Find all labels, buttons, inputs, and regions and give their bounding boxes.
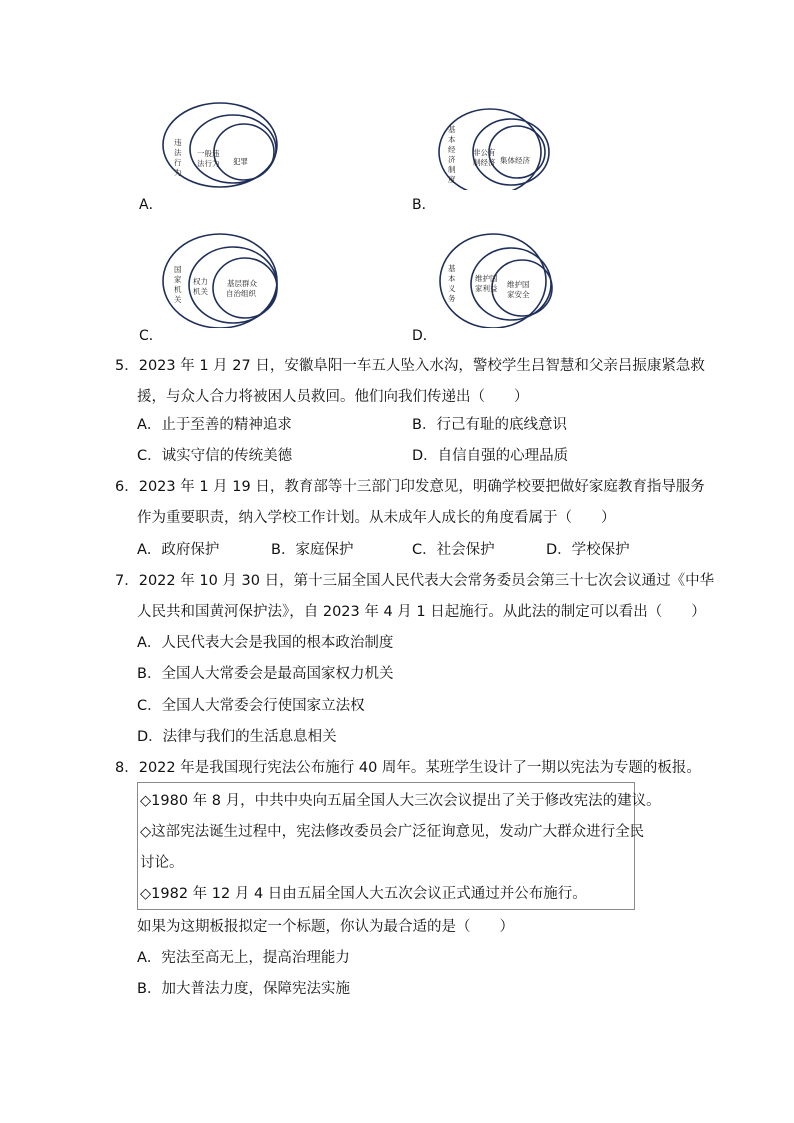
question-6-option-d[interactable]: D．学校保护 bbox=[546, 542, 630, 558]
question-7-option-d[interactable]: D．法律与我们的生活息息相关 bbox=[137, 729, 337, 745]
svg-text:维护国: 维护国 bbox=[507, 280, 530, 289]
svg-text:国: 国 bbox=[174, 265, 182, 274]
svg-text:行: 行 bbox=[174, 158, 182, 167]
question-7-stem-line2: 人民共和国黄河保护法》，自 2023 年 4 月 1 日起施行。从此法的制定可以看出（ ） bbox=[137, 604, 706, 620]
question-7-stem-line1: 7．2022 年 10 月 30 日，第十三届全国人民代表大会常务委员会第三十七次会议通过《中华 bbox=[115, 573, 715, 589]
svg-text:制: 制 bbox=[448, 165, 456, 174]
outer-label bbox=[174, 265, 182, 304]
svg-text:家利益: 家利益 bbox=[475, 284, 498, 293]
question-7-option-c[interactable]: C．全国人大常委会行使国家立法权 bbox=[137, 698, 365, 714]
question-5-option-d[interactable]: D．自信自强的心理品质 bbox=[412, 448, 569, 464]
question-6-stem-line2: 作为重要职责，纳入学校工作计划。从未成年人成长的角度看属于（ ） bbox=[137, 510, 616, 526]
diagram-d bbox=[437, 228, 567, 328]
inner-circle bbox=[489, 126, 545, 178]
svg-text:基: 基 bbox=[448, 264, 456, 273]
svg-text:务: 务 bbox=[448, 294, 456, 303]
box-line-3: 讨论。 bbox=[140, 855, 184, 871]
middle-label bbox=[473, 147, 496, 167]
diagram-b bbox=[437, 100, 567, 190]
svg-text:基层群众: 基层群众 bbox=[227, 279, 257, 288]
middle-label bbox=[475, 273, 498, 293]
box-line-1: ◇1980 年 8 月，中共中央向五届全国人大三次会议提出了关于修改宪法的建议。 bbox=[140, 793, 661, 809]
svg-text:一般违: 一般违 bbox=[197, 149, 220, 158]
inner-circle bbox=[213, 258, 277, 318]
question-8-option-b[interactable]: B．加大普法力度，保障宪法实施 bbox=[137, 981, 350, 997]
diagram-a bbox=[160, 100, 290, 190]
svg-text:为: 为 bbox=[174, 168, 182, 177]
svg-text:关: 关 bbox=[174, 295, 182, 304]
svg-text:义: 义 bbox=[448, 284, 456, 293]
question-6-stem-line1: 6．2023 年 1 月 19 日，教育部等十三部门印发意见，明确学校要把做好家庭教育指导服务 bbox=[115, 479, 705, 495]
question-8-stem-line1: 8．2022 年是我国现行宪法公布施行 40 周年。某班学生设计了一期以宪法为专题的板报。 bbox=[115, 760, 701, 776]
middle-label bbox=[197, 148, 220, 168]
box-line-4: ◇1982 年 12 月 4 日由五届全国人大五次会议正式通过并公布施行。 bbox=[140, 886, 587, 902]
question-5-option-c[interactable]: C．诚实守信的传统美德 bbox=[137, 448, 293, 464]
inner-label bbox=[226, 278, 257, 298]
svg-text:违: 违 bbox=[174, 138, 182, 147]
svg-text:法: 法 bbox=[174, 148, 182, 157]
svg-text:家: 家 bbox=[174, 275, 182, 284]
svg-text:维护国: 维护国 bbox=[475, 274, 498, 283]
svg-text:本: 本 bbox=[448, 135, 456, 144]
svg-text:机: 机 bbox=[174, 285, 182, 294]
question-5-stem-line1: 5．2023 年 1 月 27 日，安徽阜阳一车五人坠入水沟，警校学生吕智慧和父亲吕振康紧急救 bbox=[115, 358, 705, 374]
svg-text:济: 济 bbox=[448, 155, 456, 164]
svg-text:制经济: 制经济 bbox=[473, 158, 496, 167]
question-6-option-b[interactable]: B．家庭保护 bbox=[271, 542, 354, 558]
question-8-option-a[interactable]: A．宪法至高无上，提高治理能力 bbox=[137, 950, 350, 966]
option-c-letter[interactable]: C． bbox=[139, 328, 163, 344]
svg-text:自治组织: 自治组织 bbox=[226, 289, 256, 298]
question-5-stem-line2: 援，与众人合力将被困人员救回。他们向我们传递出（ ） bbox=[137, 389, 529, 405]
inner-label: 犯罪 bbox=[233, 157, 248, 166]
outer-label bbox=[448, 124, 456, 184]
svg-text:权力: 权力 bbox=[193, 277, 208, 286]
option-a-letter[interactable]: A． bbox=[139, 197, 163, 213]
question-5-option-b[interactable]: B．行己有耻的底线意识 bbox=[412, 417, 567, 433]
outer-label bbox=[174, 137, 182, 177]
svg-text:机关: 机关 bbox=[193, 287, 208, 296]
question-5-option-a[interactable]: A．止于至善的精神追求 bbox=[137, 417, 292, 433]
option-d-letter[interactable]: D． bbox=[412, 328, 437, 344]
diagram-c bbox=[160, 228, 290, 328]
inner-label: 集体经济 bbox=[500, 156, 530, 165]
question-8-stem-line2: 如果为这期板报拟定一个标题，你认为最合适的是（ ） bbox=[137, 919, 514, 935]
svg-text:本: 本 bbox=[448, 274, 456, 283]
svg-text:法行为: 法行为 bbox=[197, 159, 220, 168]
svg-text:经: 经 bbox=[448, 145, 456, 154]
question-6-option-c[interactable]: C．社会保护 bbox=[412, 542, 495, 558]
inner-label bbox=[507, 279, 530, 299]
option-b-letter[interactable]: B． bbox=[412, 197, 436, 213]
svg-text:基: 基 bbox=[448, 125, 456, 134]
middle-label bbox=[193, 276, 208, 296]
box-line-2: ◇这部宪法诞生过程中，宪法修改委员会广泛征询意见，发动广大群众进行全民 bbox=[140, 824, 645, 840]
inner-circle bbox=[214, 124, 274, 180]
svg-text:家安全: 家安全 bbox=[507, 290, 530, 299]
outer-label bbox=[448, 263, 456, 303]
svg-text:非公有: 非公有 bbox=[473, 148, 496, 157]
question-6-option-a[interactable]: A．政府保护 bbox=[137, 542, 220, 558]
question-7-option-b[interactable]: B．全国人大常委会是最高国家权力机关 bbox=[137, 666, 394, 682]
svg-text:度: 度 bbox=[448, 175, 456, 184]
question-7-option-a[interactable]: A．人民代表大会是我国的根本政治制度 bbox=[137, 635, 394, 651]
